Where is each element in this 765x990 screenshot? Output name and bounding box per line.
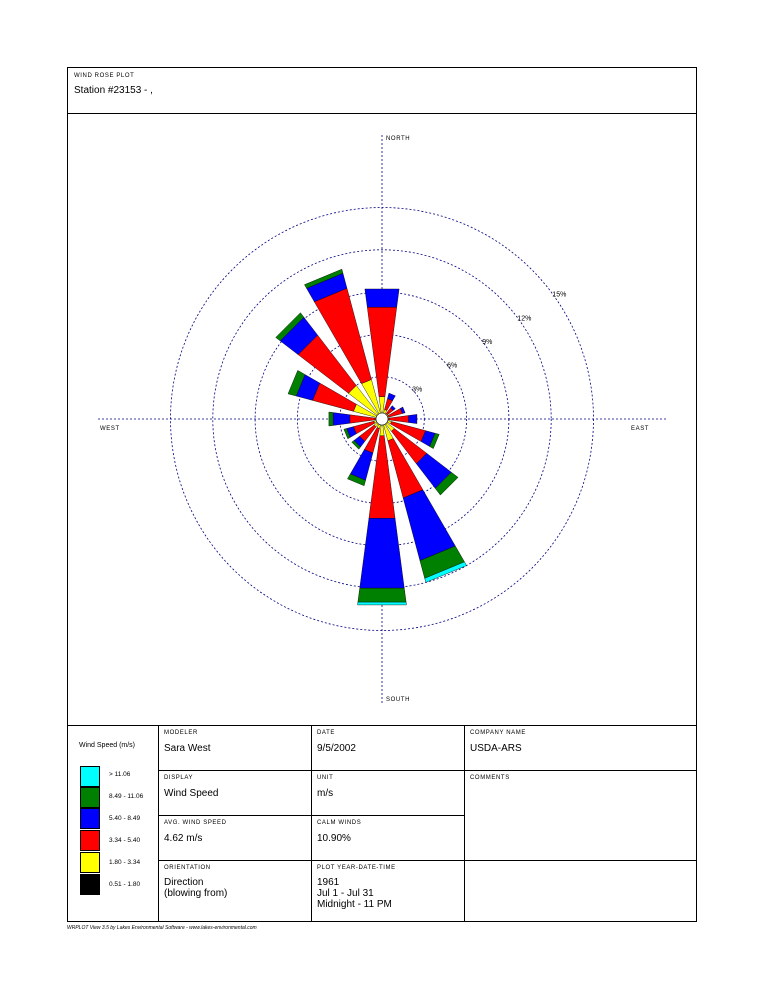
calm-winds-value: 10.90%	[317, 833, 351, 844]
date-label: DATE	[317, 730, 335, 736]
software-credit: WRPLOT View 3.5 by Lakes Environmental Software - www.lakes-environmental.com	[67, 925, 257, 931]
south-label: SOUTH	[386, 697, 410, 703]
comments-label: COMMENTS	[470, 775, 510, 781]
legend-label: > 11.06	[109, 771, 131, 778]
modeler-label: MODELER	[164, 730, 198, 736]
wind-rose-chart	[68, 113, 696, 725]
avg-speed-label: AVG. WIND SPEED	[164, 820, 227, 826]
station-title: Station #23153 - ,	[74, 85, 153, 96]
legend-swatch-gt-11	[80, 766, 100, 787]
calm-circle	[376, 413, 388, 425]
company-value: USDA-ARS	[470, 743, 522, 754]
legend-title: Wind Speed (m/s)	[79, 742, 136, 749]
petal-s-bin-3	[360, 518, 405, 588]
unit-label: UNIT	[317, 775, 334, 781]
legend-swatch-1-3	[80, 852, 100, 873]
legend-label: 3.34 - 5.40	[109, 837, 141, 844]
avg-speed-value: 4.62 m/s	[164, 833, 203, 844]
info-grid	[158, 726, 696, 922]
legend-swatch-8-11	[80, 787, 100, 808]
calm-winds-label: CALM WINDS	[317, 820, 362, 826]
plot-hours: Midnight - 11 PM	[317, 899, 392, 910]
report-frame	[67, 67, 697, 922]
orientation-value: Direction	[164, 877, 204, 888]
legend-swatch-3-5	[80, 830, 100, 851]
company-label: COMPANY NAME	[470, 730, 526, 736]
legend-label: 5.40 - 8.49	[109, 815, 141, 822]
legend-swatch-0-1	[80, 874, 100, 895]
legend-label: 0.51 - 1.80	[109, 881, 141, 888]
display-label: DISPLAY	[164, 775, 194, 781]
legend-label: 8.49 - 11.06	[109, 793, 144, 800]
info-panel	[68, 725, 696, 922]
plot-header	[68, 68, 696, 114]
ring-label: 9%	[482, 339, 493, 346]
petal-w-bin-3	[333, 413, 350, 426]
unit-value: m/s	[317, 788, 334, 799]
petal-s-bin-1	[380, 425, 384, 436]
north-label: NORTH	[386, 136, 411, 142]
modeler-value: Sara West	[164, 743, 211, 754]
petal-e-bin-3	[409, 414, 417, 423]
ring-label: 3%	[412, 386, 423, 394]
ring-label: 6%	[447, 362, 458, 370]
ring-label: 15%	[552, 291, 567, 299]
legend-label: 1.80 - 3.34	[109, 859, 141, 866]
orientation-note: (blowing from)	[164, 888, 228, 899]
plot-dates: Jul 1 - Jul 31	[317, 888, 374, 899]
petal-s-bin-4	[358, 588, 406, 602]
petal-s-bin-5	[358, 602, 407, 605]
date-value: 9/5/2002	[317, 743, 356, 754]
west-label: WEST	[100, 426, 120, 432]
petal-w-bin-4	[329, 412, 333, 426]
display-value: Wind Speed	[164, 788, 219, 799]
legend-swatch-5-8	[80, 808, 100, 829]
east-label: EAST	[631, 426, 650, 432]
ring-label: 12%	[517, 315, 532, 323]
plot-year: 1961	[317, 877, 340, 888]
petal-n-bin-3	[365, 289, 399, 307]
plot-period-label: PLOT YEAR-DATE-TIME	[317, 865, 396, 871]
orientation-label: ORIENTATION	[164, 865, 211, 871]
plot-type-label: WIND ROSE PLOT	[74, 73, 135, 79]
